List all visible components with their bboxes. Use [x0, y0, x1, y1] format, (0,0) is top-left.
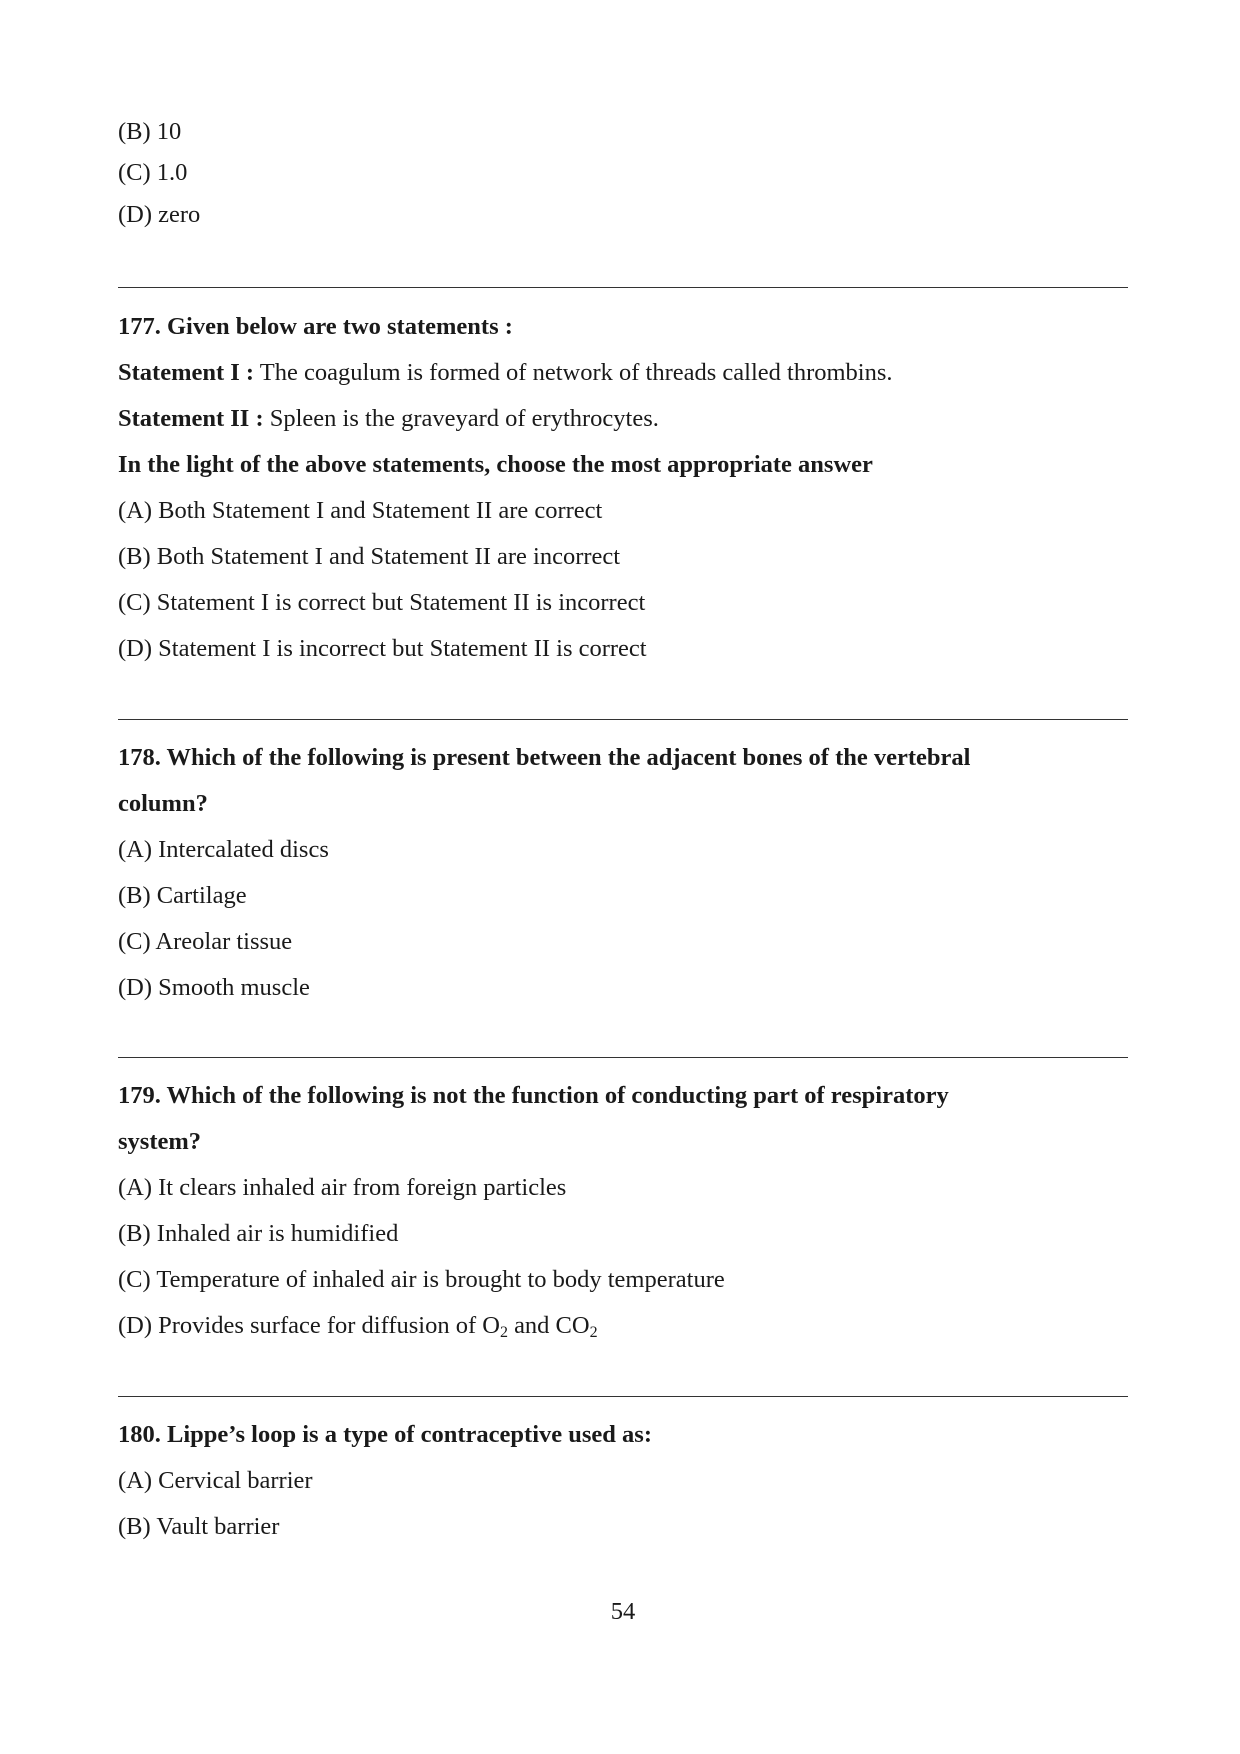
subscript-2: 2 — [499, 1324, 508, 1341]
question-177-instruction: In the light of the above statements, choose the most appropriate answer — [118, 451, 873, 478]
option-b: (B) 10 — [118, 118, 182, 145]
question-179-stem: 179. Which of the following is not the function of conducting part of respiratory — [118, 1082, 949, 1109]
option-c: (C) Temperature of inhaled air is brought to body temperature — [118, 1266, 725, 1293]
option-d: (D) Statement I is incorrect but Statement II is correct — [118, 635, 647, 662]
option-b: (B) Cartilage — [118, 882, 247, 909]
option-b: (B) Vault barrier — [118, 1513, 280, 1540]
question-180-stem: 180. Lippe’s loop is a type of contraceptive used as: — [118, 1421, 652, 1448]
statement-1-text: The coagulum is formed of network of threads called thrombins. — [254, 359, 893, 386]
option-d: (D) Smooth muscle — [118, 974, 310, 1001]
statement-1 — [118, 357, 893, 389]
divider — [118, 1396, 1128, 1397]
option-a: (A) Intercalated discs — [118, 836, 329, 863]
statement-2 — [118, 403, 659, 435]
option-c: (C) 1.0 — [118, 159, 188, 186]
divider — [118, 287, 1128, 288]
statement-1-label: Statement I : — [118, 359, 255, 386]
option-c: (C) Statement I is correct but Statement II is incorrect — [118, 589, 646, 616]
option-a: (A) It clears inhaled air from foreign particles — [118, 1174, 567, 1201]
option-d: (D) zero — [118, 201, 201, 228]
statement-2-label: Statement II : — [118, 405, 264, 432]
option-d — [118, 1310, 598, 1342]
option-a: (A) Both Statement I and Statement II are correct — [118, 497, 603, 524]
subscript-2: 2 — [589, 1324, 598, 1341]
question-178-stem: 178. Which of the following is present between the adjacent bones of the vertebral — [118, 744, 971, 771]
option-d-prefix: (D) Provides surface for diffusion of O — [118, 1312, 500, 1339]
option-a: (A) Cervical barrier — [118, 1467, 313, 1494]
question-179-stem-cont: system? — [118, 1128, 202, 1155]
option-b: (B) Both Statement I and Statement II are incorrect — [118, 543, 621, 570]
divider — [118, 1057, 1128, 1058]
question-177-stem: 177. Given below are two statements : — [118, 313, 513, 340]
statement-2-text: Spleen is the graveyard of erythrocytes. — [263, 405, 659, 432]
option-b: (B) Inhaled air is humidified — [118, 1220, 399, 1247]
divider — [118, 719, 1128, 720]
question-178-stem-cont: column? — [118, 790, 208, 817]
option-d-middle: and CO — [507, 1312, 590, 1339]
page-number: 54 — [610, 1598, 636, 1625]
option-c: (C) Areolar tissue — [118, 928, 293, 955]
